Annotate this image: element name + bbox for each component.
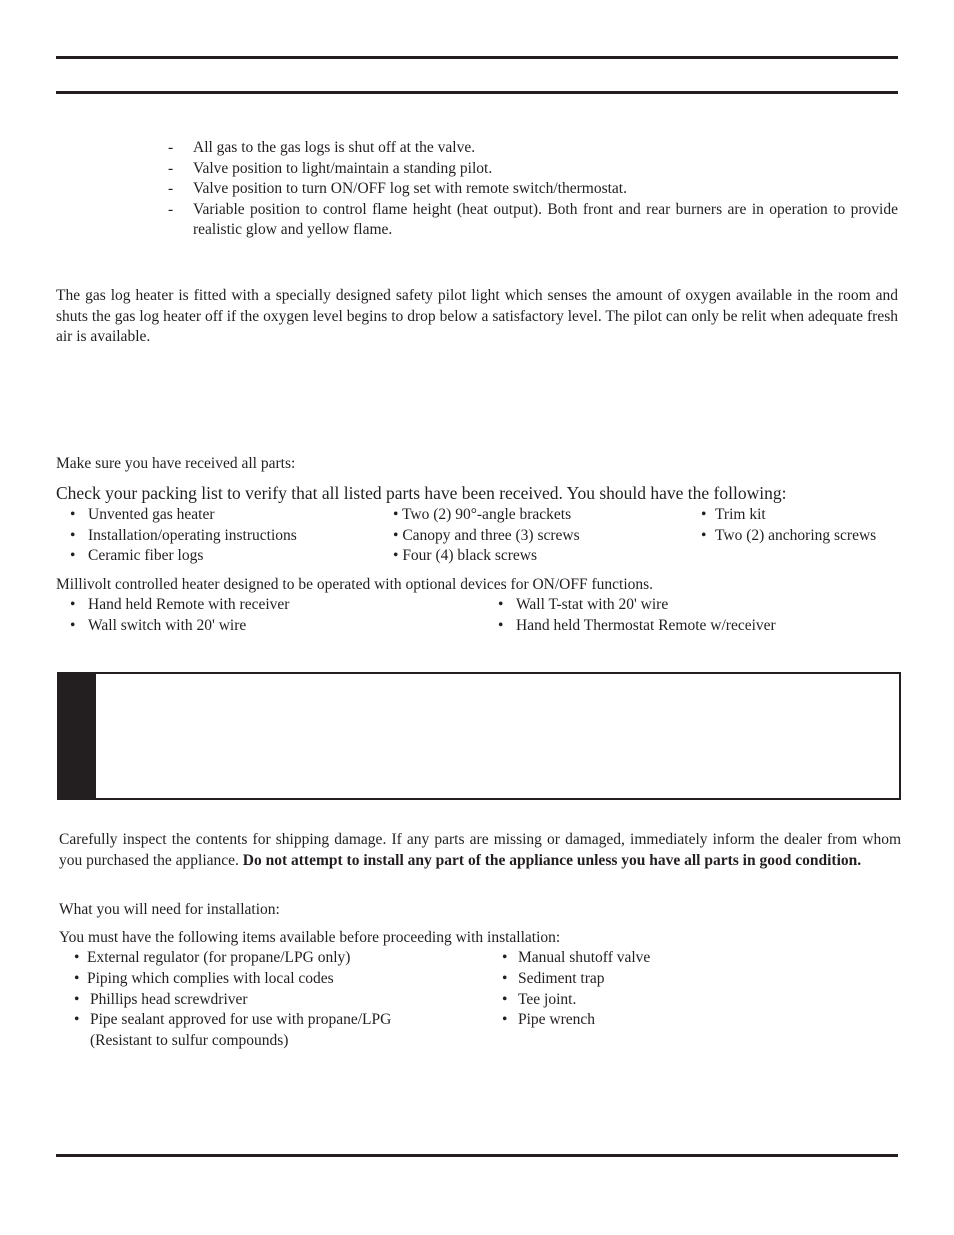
list-item: • Pipe wrench (502, 1011, 596, 1028)
list-item: • Hand held Remote with receiver (70, 596, 290, 613)
header-rule-top (56, 56, 898, 59)
list-item: • Phillips head screwdriver (74, 991, 248, 1008)
list-item: • Wall switch with 20' wire (70, 617, 247, 634)
install-intro: What you will need for installation: (59, 901, 280, 918)
list-item: • Tee joint. (502, 991, 577, 1008)
list-item: • Two (2) 90°-angle brackets (393, 506, 572, 523)
list-item: • Hand held Thermostat Remote w/receiver (498, 617, 776, 634)
warning-box (57, 672, 901, 800)
list-item: - All gas to the gas logs is shut off at the valve. (168, 139, 476, 156)
inspect-paragraph: Carefully inspect the contents for shipping damage. If any parts are missing or damaged, immediately inform the dealer from whom you purchased the appliance. Do not attempt to install any part of the appliance unless you have all parts in good condition. (59, 831, 901, 869)
parts-intro: Make sure you have received all parts: (56, 455, 296, 472)
valve-position-list (168, 138, 898, 241)
list-item: • Piping which complies with local codes (74, 970, 334, 987)
list-item: • External regulator (for propane/LPG only) (74, 949, 351, 966)
list-item: • Manual shutoff valve (502, 949, 651, 966)
list-item: • Unvented gas heater (70, 506, 215, 523)
inspect-warning: Do not attempt to install any part of the appliance unless you have all parts in good condition. (242, 851, 862, 869)
list-item: • Pipe sealant approved for use with propane/LPG (74, 1011, 392, 1028)
list-item: • Wall T-stat with 20' wire (498, 596, 669, 613)
list-item: • Four (4) black screws (393, 547, 538, 564)
list-item: • Canopy and three (3) screws (393, 527, 580, 544)
header-rule-bottom (56, 91, 898, 94)
list-item: - Variable position to control flame height (heat output). Both front and rear burners are in operation to provide realistic glow and yellow flame. (168, 200, 898, 238)
install-lead: You must have the following items available before proceeding with installation: (59, 929, 561, 946)
list-item: - Valve position to turn ON/OFF log set with remote switch/thermostat. (168, 180, 627, 197)
list-item: • Trim kit (701, 506, 766, 523)
list-item-continuation: (Resistant to sulfur compounds) (90, 1032, 289, 1049)
parts-check: Check your packing list to verify that all listed parts have been received. You should have the following: (56, 483, 787, 503)
list-item: • Ceramic fiber logs (70, 547, 204, 564)
list-item: • Installation/operating instructions (70, 527, 297, 544)
ods-paragraph: The gas log heater is fitted with a specially designed safety pilot light which senses the amount of oxygen available in the room and shuts the gas log heater off if the oxygen level begins to drop below a satisfactory level. The pilot can only be relit when adequate fresh air is available. (56, 287, 898, 345)
list-item: - Valve position to light/maintain a standing pilot. (168, 159, 493, 177)
footer-rule (56, 1154, 898, 1157)
warning-bar (59, 674, 96, 798)
list-item: • Sediment trap (502, 970, 605, 987)
list-item: • Two (2) anchoring screws (701, 527, 877, 544)
millivolt-intro: Millivolt controlled heater designed to be operated with optional devices for ON/OFF functions. (56, 576, 654, 593)
